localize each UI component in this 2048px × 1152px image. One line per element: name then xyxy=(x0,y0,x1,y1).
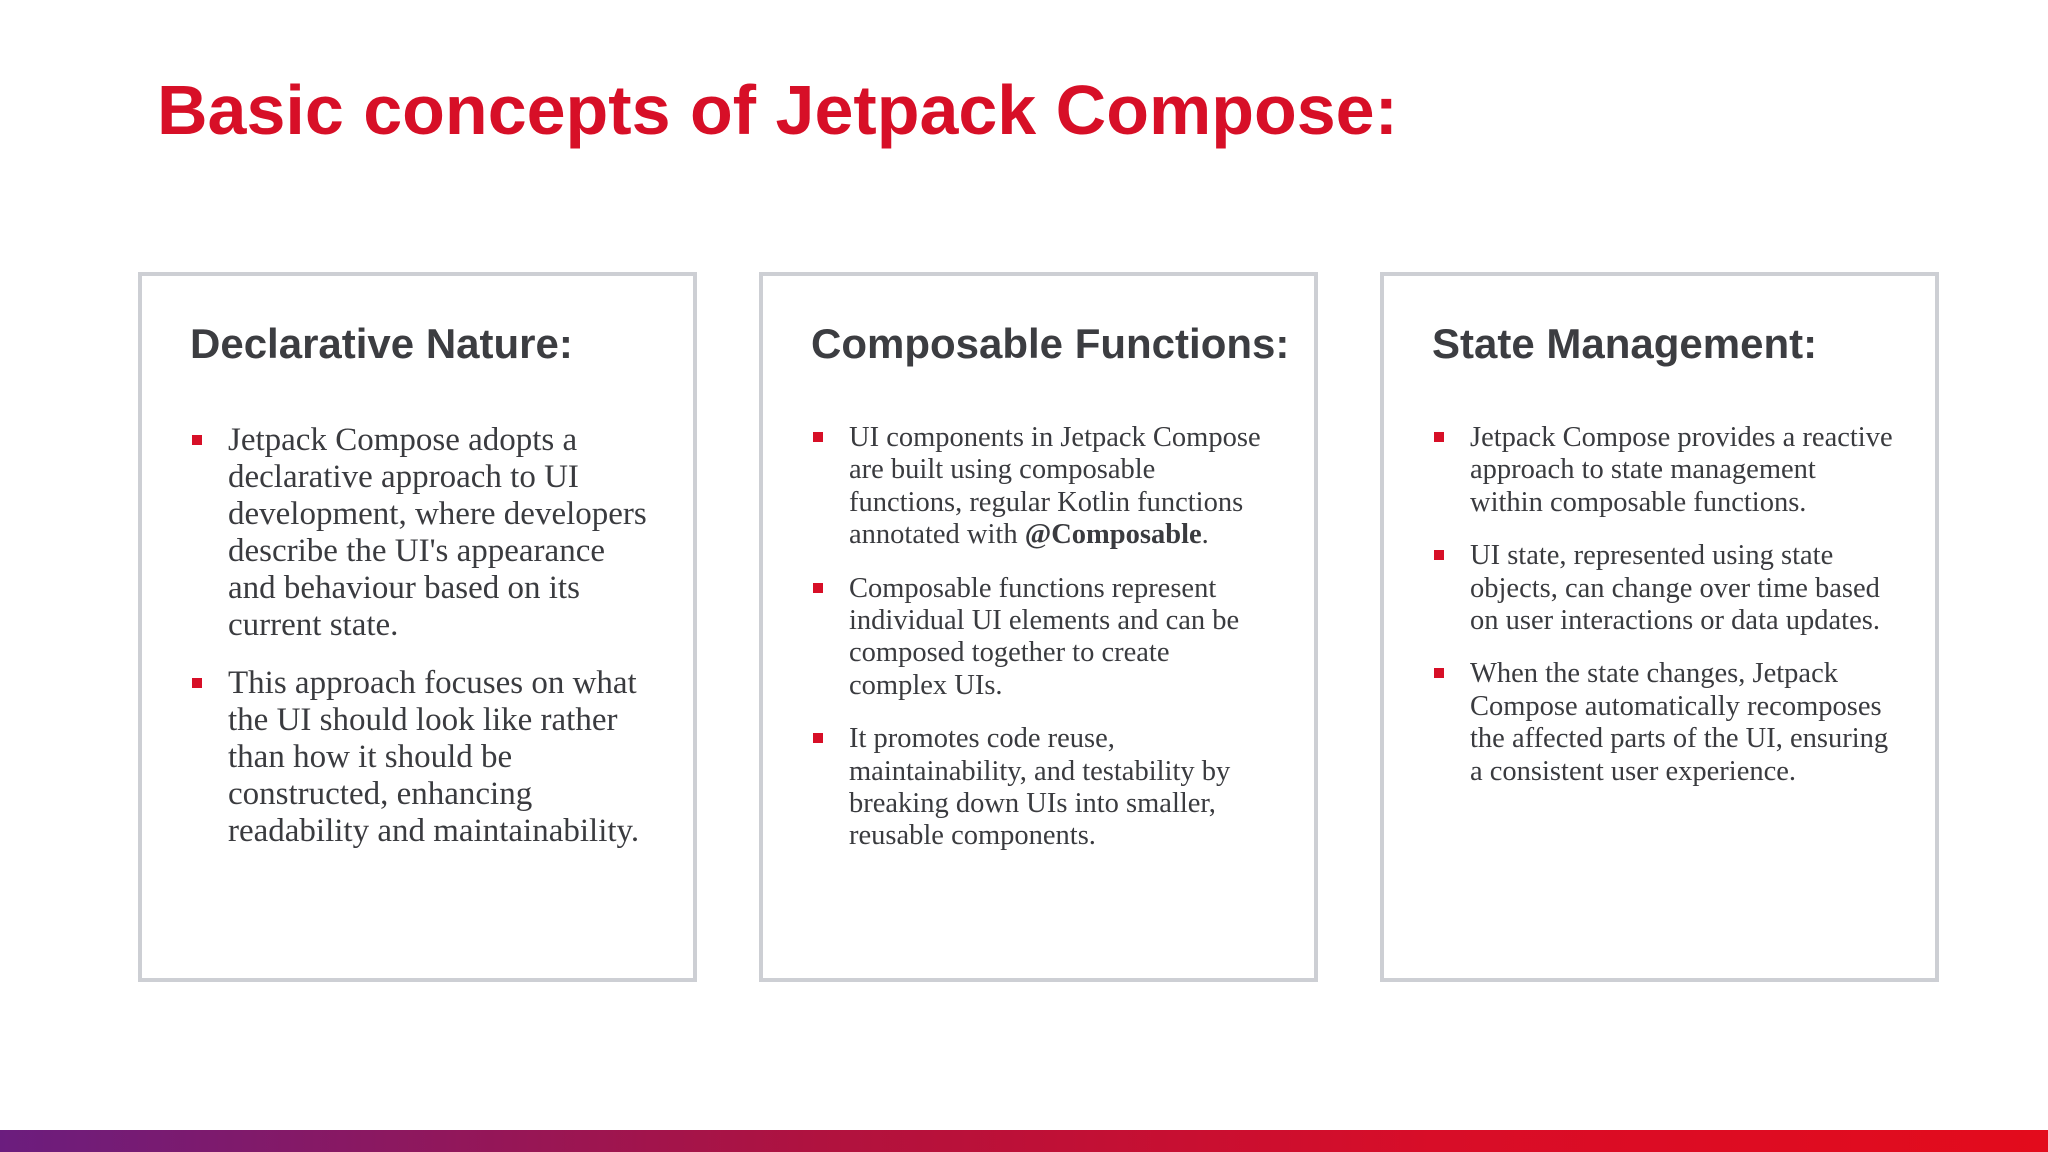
list-item xyxy=(1432,540,1895,637)
list-item xyxy=(811,723,1274,853)
square-bullet-icon xyxy=(192,435,202,445)
square-bullet-icon xyxy=(813,733,823,743)
card-heading: State Management: xyxy=(1432,320,1818,367)
square-bullet-icon xyxy=(813,583,823,593)
square-bullet-icon xyxy=(1434,668,1444,678)
bullet-list xyxy=(190,422,653,871)
list-item xyxy=(811,573,1274,703)
bullet-text: Composable functions represent individual UI elements and can be composed together to create complex UIs. xyxy=(849,572,1240,701)
slide-title: Basic concepts of Jetpack Compose: xyxy=(157,71,1398,149)
bullet-text xyxy=(849,422,1261,550)
list-item xyxy=(811,422,1274,552)
bullet-text: UI state, represented using state objects, can change over time based on user interactions or data updates. xyxy=(1470,540,1880,637)
bullet-text: It promotes code reuse, maintainability, and testability by breaking down UIs into smaller, reusable components. xyxy=(849,723,1231,852)
bullet-list xyxy=(811,422,1274,874)
square-bullet-icon xyxy=(813,432,823,442)
gradient-footer-bar xyxy=(0,1130,2048,1152)
square-bullet-icon xyxy=(192,678,202,688)
bullet-text-end: . xyxy=(1201,519,1209,551)
square-bullet-icon xyxy=(1434,432,1444,442)
bullet-text: Jetpack Compose adopts a declarative approach to UI development, where developers describe the UI's appearance and behaviour based on its current state. xyxy=(228,422,647,643)
list-item xyxy=(1432,658,1895,788)
card-heading: Composable Functions: xyxy=(811,320,1290,367)
list-item xyxy=(1432,422,1895,519)
card-composable-functions xyxy=(759,272,1318,982)
bullet-text: This approach focuses on what the UI should look like rather than how it should be constructed, enhancing readability and maintainability. xyxy=(228,665,640,849)
card-heading: Declarative Nature: xyxy=(190,320,573,367)
card-declarative-nature xyxy=(138,272,697,982)
bullet-list xyxy=(1432,422,1895,809)
composable-annotation: @Composable xyxy=(1024,519,1202,551)
list-item xyxy=(190,422,653,644)
square-bullet-icon xyxy=(1434,550,1444,560)
card-state-management xyxy=(1380,272,1939,982)
bullet-text: When the state changes, Jetpack Compose automatically recomposes the affected parts of the UI, ensuring a consistent user experience. xyxy=(1470,658,1889,787)
list-item xyxy=(190,665,653,850)
bullet-text: Jetpack Compose provides a reactive approach to state management within composable functions. xyxy=(1470,422,1893,518)
bullet-text-part: UI components in Jetpack Compose are built using composable functions, regular Kotlin functions annotated with xyxy=(849,422,1261,551)
